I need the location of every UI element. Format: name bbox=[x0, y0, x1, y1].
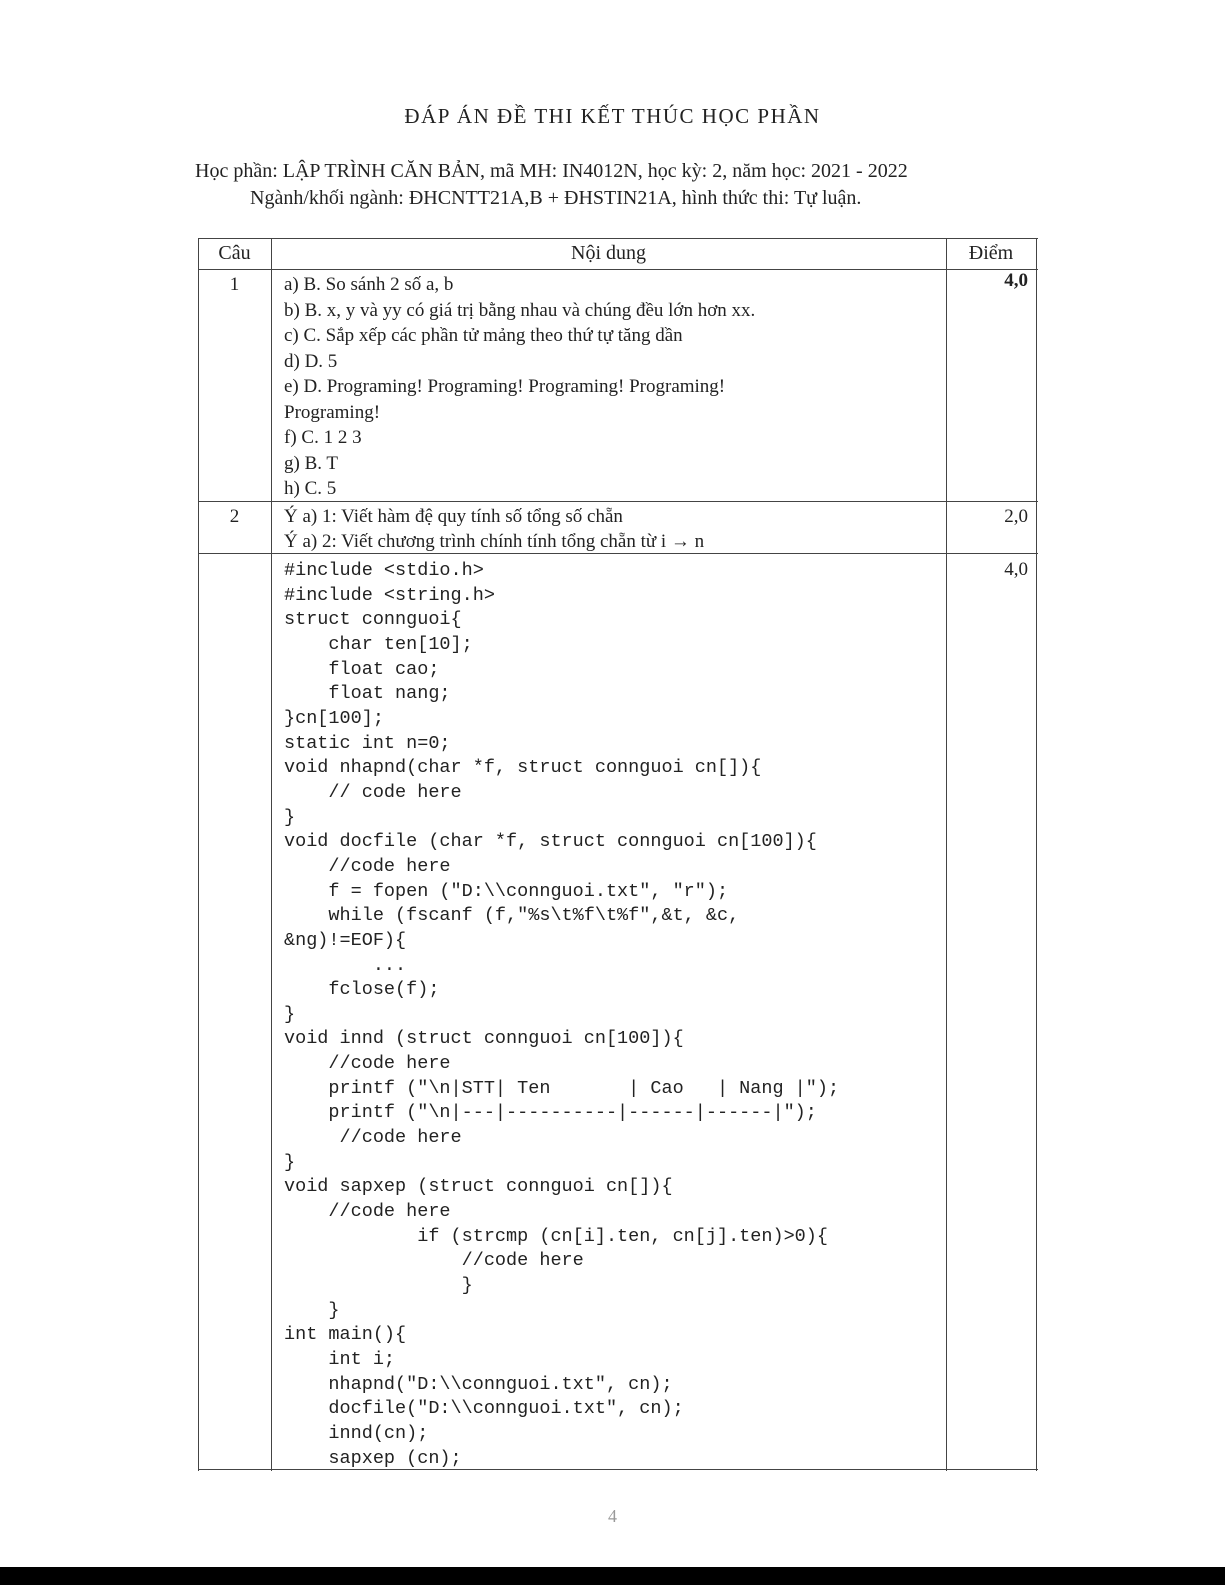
document-title: ĐÁP ÁN ĐỀ THI KẾT THÚC HỌC PHẦN bbox=[404, 104, 821, 128]
column-divider-cau bbox=[271, 238, 272, 1471]
header-noi-dung: Nội dung bbox=[571, 242, 646, 264]
row2-diem: 2,0 bbox=[1004, 506, 1028, 527]
table-border-top bbox=[198, 238, 1038, 239]
table-border-right bbox=[1036, 238, 1037, 1471]
course-info-line: Học phần: LẬP TRÌNH CĂN BẢN, mã MH: IN4012N, học kỳ: 2, năm học: 2021 - 2022 bbox=[195, 160, 908, 182]
row3-diem: 4,0 bbox=[1004, 559, 1028, 580]
row2-cau: 2 bbox=[229, 506, 240, 527]
table-border-left bbox=[198, 238, 199, 1471]
column-divider-diem bbox=[946, 238, 947, 1471]
header-diem: Điểm bbox=[968, 242, 1014, 264]
row3-code-block: #include <stdio.h> #include <string.h> struct connguoi{ char ten[10]; float cao; float nang; }cn[100]; static int n=0; void nhapnd(char *f, struct connguoi cn[]){ // code here } void docfile (char *f, struct connguoi cn[100]){ //code here f = fopen ("D:\\connguoi.txt", "r"); while (fscanf (f,"%s\t%f\t%f",&t, &c, &ng)!=EOF){ ... fclose(f); } void innd (struct connguoi cn[100]){ //code here printf ("\n|STT| Ten | Cao | Nang |"); printf ("\n|---|----------|------|------|"); //code here } void sapxep (struct connguoi cn[]){ //code here if (strcmp (cn[i].ten, cn[j].ten)>0){ //code here } } int main(){ int i; nhapnd("D:\\connguoi.txt", cn); docfile("D:\\connguoi.txt", cn); innd(cn); sapxep (cn); bbox=[284, 560, 840, 1469]
header-cau: Câu bbox=[218, 242, 251, 264]
answer-table bbox=[198, 238, 1038, 1471]
program-info-line: Ngành/khối ngành: ĐHCNTT21A,B + ĐHSTIN21A, hình thức thi: Tự luận. bbox=[250, 187, 862, 209]
page-number: 4 bbox=[608, 1506, 617, 1526]
row2-content: Ý a) 1: Viết hàm đệ quy tính số tổng số chẵn Ý a) 2: Viết chương trình chính tính tổng chẵn từ i → n bbox=[284, 506, 705, 552]
row1-diem: 4,0 bbox=[1004, 270, 1028, 291]
header-divider bbox=[198, 269, 1038, 270]
row1-cau: 1 bbox=[229, 274, 240, 295]
row1-content: a) B. So sánh 2 số a, b b) B. x, y và yy có giá trị bằng nhau và chúng đều lớn hơn xx. c) C. Sắp xếp các phần tử mảng theo thứ tự tăng dần d) D. 5 e) D. Programing! Programing! Programing! Programing! Programing! f) C. 1 2 3 g) B. T h) C. 5 bbox=[284, 274, 756, 499]
scan-edge-bar bbox=[0, 1567, 1225, 1585]
